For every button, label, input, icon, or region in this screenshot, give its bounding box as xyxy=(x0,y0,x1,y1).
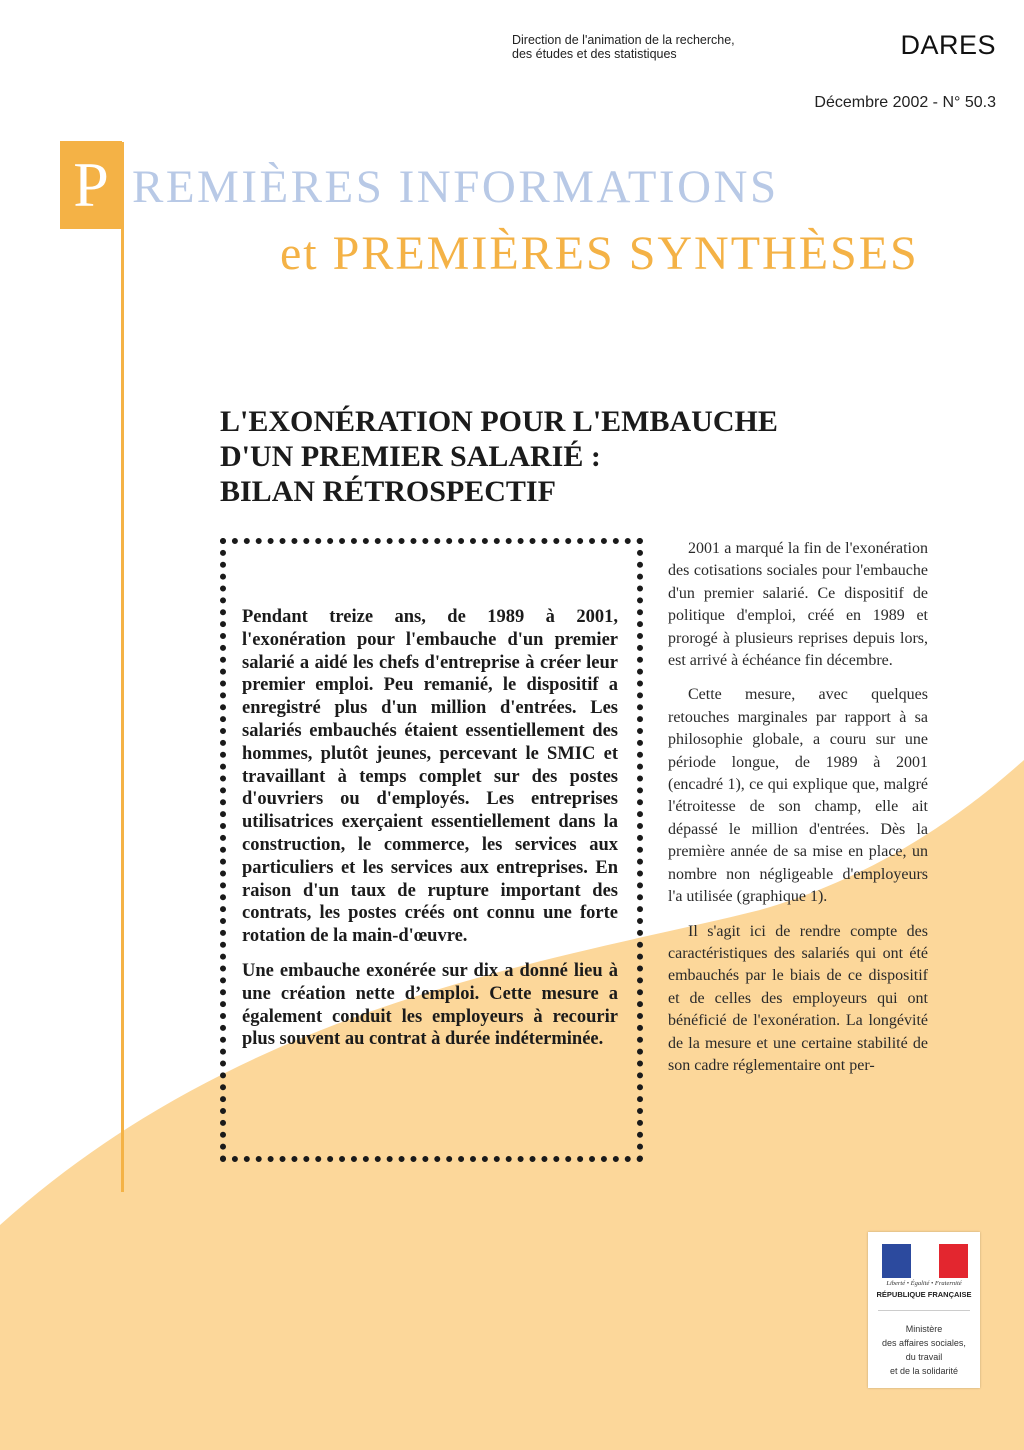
ministry-line: et de la solidarité xyxy=(889,1366,959,1376)
issue-date-number: Décembre 2002 - N° 50.3 xyxy=(814,94,996,111)
ministry-logo xyxy=(868,1232,980,1388)
accent-vertical-line xyxy=(121,142,124,1192)
logo-divider xyxy=(878,1310,970,1311)
summary-box xyxy=(220,538,643,1162)
organization-name xyxy=(512,33,812,61)
ministry-name xyxy=(870,1322,978,1378)
article-title xyxy=(220,404,840,509)
title-line: BILAN RÉTROSPECTIF xyxy=(220,475,556,508)
ministry-line: Ministère xyxy=(905,1324,943,1334)
ministry-line: du travail xyxy=(905,1352,943,1362)
series-title-line-1: REMIÈRES INFORMATIONS xyxy=(132,161,779,213)
body-paragraph: Il s'agit ici de rendre compte des caractéristiques des salariés qui ont été embauchés par le biais de ce dispositif et de celles des employeurs qui ont bénéficié de l'exonération. La longévité de la mesure et une certaine stabilité de son cadre réglementaire ont per- xyxy=(668,922,928,1074)
summary-paragraph: Pendant treize ans, de 1989 à 2001, l'exonération pour l'embauche d'un premier salarié a aidé les chefs d'entreprise à créer leur premier emploi. Peu remanié, le dispositif a enregistré plus d'un million d'entrées. Les salariés embauchés étaient essentiellement des hommes, plutôt jeunes, percevant le SMIC et travaillant à temps complet sur des postes d'ouvriers ou d'employés. Les entreprises utilisatrices exerçaient essentiellement dans la construction, le commerce, les services aux particuliers et les services aux entreprises. En raison d'un taux de rupture important des contrats, les postes créés ont connu une forte rotation de la main-d'œuvre. xyxy=(242,607,618,947)
body-paragraph: Cette mesure, avec quelques retouches marginales par rapport à sa philosophie globale, a couru sur une période longue, de 1989 à 2001 (encadré 1), ce qui explique que, malgré l'étroitesse de son champ, elle ait dépassé le million d'entrées. Dès la première année de sa mise en place, un nombre non négligeable d'employeurs l'a utilisée (graphique 1). xyxy=(668,686,928,906)
body-paragraph: 2001 a marqué la fin de l'exonération des cotisations sociales pour l'embauche d'un premier salarié. Ce dispositif de politique d'emploi, créé en 1989 et prorogé à plusieurs reprises depuis lors, est arrivé à échéance fin décembre. xyxy=(668,540,928,670)
title-line: L'EXONÉRATION POUR L'EMBAUCHE xyxy=(220,405,778,438)
series-title-line-2: et PREMIÈRES SYNTHÈSES xyxy=(280,227,919,280)
series-initial-letter: P xyxy=(60,141,122,229)
title-line: D'UN PREMIER SALARIÉ : xyxy=(220,440,601,473)
french-flag-icon xyxy=(882,1244,968,1278)
ministry-line: des affaires sociales, xyxy=(882,1338,966,1348)
organization-line: Direction de l'animation de la recherche, xyxy=(512,33,735,47)
republic-motto: Liberté • Égalité • Fraternité xyxy=(886,1280,962,1287)
body-column xyxy=(668,538,928,1089)
summary-paragraph: Une embauche exonérée sur dix a donné lieu à une création nette d’emploi. Cette mesure a également conduit les employeurs à recourir plus souvent au contrat à durée indéterminée. xyxy=(242,960,618,1050)
organization-line: des études et des statistiques xyxy=(512,47,677,61)
republic-name: RÉPUBLIQUE FRANÇAISE xyxy=(876,1290,972,1299)
brand-name: DARES xyxy=(900,30,996,60)
